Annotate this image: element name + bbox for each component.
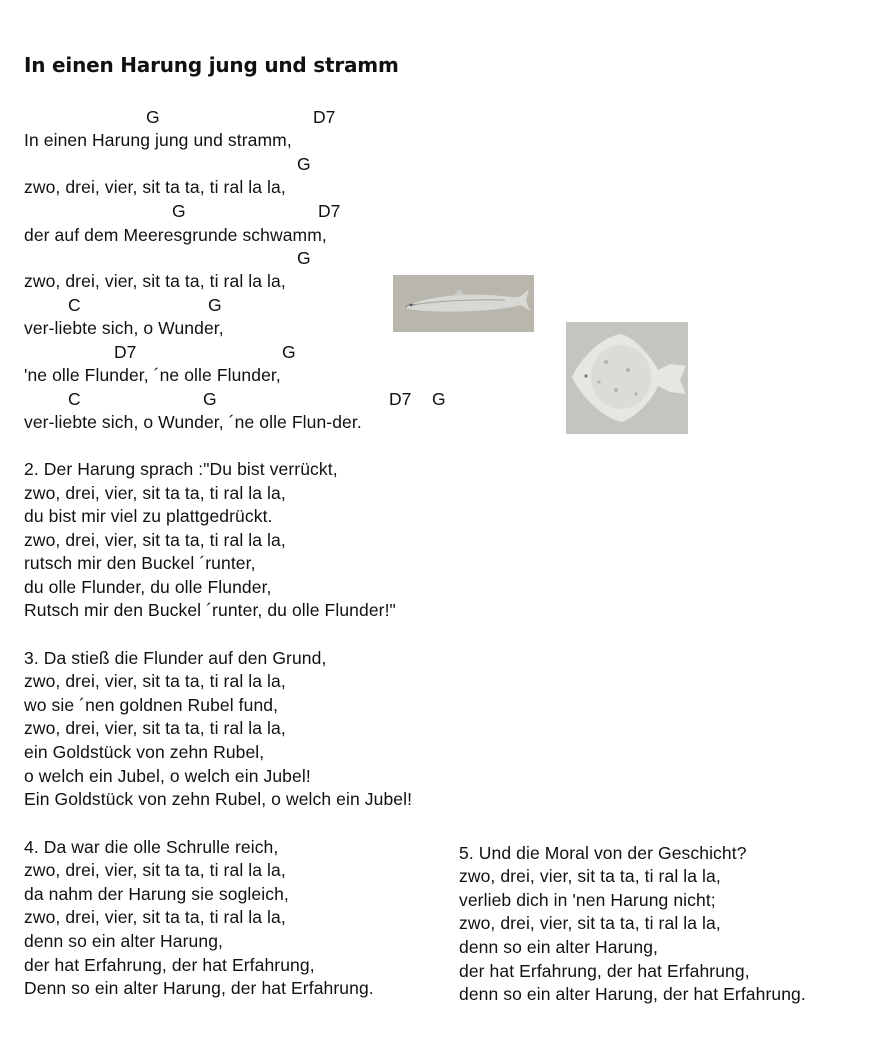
- lyric-line: zwo, drei, vier, sit ta ta, ti ral la la,: [24, 907, 286, 927]
- chord: G: [297, 248, 311, 268]
- lyric-line: denn so ein alter Harung, der hat Erfahrung.: [459, 984, 806, 1004]
- herring-image: [393, 275, 534, 332]
- lyric-line: o welch ein Jubel, o welch ein Jubel!: [24, 766, 311, 786]
- lyric-line: zwo, drei, vier, sit ta ta, ti ral la la,: [24, 177, 286, 197]
- chord: C: [68, 389, 81, 409]
- lyric-line: der hat Erfahrung, der hat Erfahrung,: [459, 961, 750, 981]
- chord: G: [172, 201, 186, 221]
- lyric-line: zwo, drei, vier, sit ta ta, ti ral la la,: [459, 913, 721, 933]
- lyric-line: verlieb dich in 'nen Harung nicht;: [459, 890, 716, 910]
- lyric-line: In einen Harung jung und stramm,: [24, 130, 292, 150]
- lyric-line: 4. Da war die olle Schrulle reich,: [24, 837, 279, 857]
- chord: G: [432, 389, 446, 409]
- lyric-line: Rutsch mir den Buckel ´runter, du olle Flunder!": [24, 600, 396, 620]
- lyric-line: wo sie ´nen goldnen Rubel fund,: [24, 695, 279, 715]
- lyric-line: 'ne olle Flunder, ´ne olle Flunder,: [24, 365, 281, 385]
- lyric-line: zwo, drei, vier, sit ta ta, ti ral la la,: [24, 483, 286, 503]
- chord: D7: [114, 342, 137, 362]
- lyric-line: du bist mir viel zu plattgedrückt.: [24, 506, 273, 526]
- lyric-line: da nahm der Harung sie sogleich,: [24, 884, 289, 904]
- lyric-line: du olle Flunder, du olle Flunder,: [24, 577, 272, 597]
- song-title: In einen Harung jung und stramm: [24, 53, 399, 77]
- lyric-line: ver-liebte sich, o Wunder,: [24, 318, 224, 338]
- lyric-line: Denn so ein alter Harung, der hat Erfahrung.: [24, 978, 374, 998]
- lyric-line: zwo, drei, vier, sit ta ta, ti ral la la,: [24, 530, 286, 550]
- lyric-line: der auf dem Meeresgrunde schwamm,: [24, 225, 327, 245]
- lyric-line: der hat Erfahrung, der hat Erfahrung,: [24, 955, 315, 975]
- lyric-line: zwo, drei, vier, sit ta ta, ti ral la la,: [24, 271, 286, 291]
- lyric-line: 3. Da stieß die Flunder auf den Grund,: [24, 648, 327, 668]
- lyric-line: denn so ein alter Harung,: [24, 931, 224, 951]
- lyric-line: zwo, drei, vier, sit ta ta, ti ral la la,: [459, 866, 721, 886]
- chord: D7: [318, 201, 341, 221]
- lyric-line: 5. Und die Moral von der Geschicht?: [459, 843, 747, 863]
- lyric-line: 2. Der Harung sprach :"Du bist verrückt,: [24, 459, 338, 479]
- chord: D7: [389, 389, 412, 409]
- lyric-line: Ein Goldstück von zehn Rubel, o welch ein Jubel!: [24, 789, 413, 809]
- lyric-line: rutsch mir den Buckel ´runter,: [24, 553, 256, 573]
- chord: G: [203, 389, 217, 409]
- lyric-line: zwo, drei, vier, sit ta ta, ti ral la la,: [24, 671, 286, 691]
- chord: G: [282, 342, 296, 362]
- chord: C: [68, 295, 81, 315]
- chord: G: [208, 295, 222, 315]
- lyric-line: zwo, drei, vier, sit ta ta, ti ral la la,: [24, 860, 286, 880]
- chord: D7: [313, 107, 336, 127]
- chord: G: [297, 154, 311, 174]
- lyric-line: ver-liebte sich, o Wunder, ´ne olle Flun-der.: [24, 412, 362, 432]
- lyric-line: zwo, drei, vier, sit ta ta, ti ral la la,: [24, 718, 286, 738]
- chord: G: [146, 107, 160, 127]
- lyric-line: ein Goldstück von zehn Rubel,: [24, 742, 265, 762]
- flounder-image: [566, 322, 688, 434]
- lyric-line: denn so ein alter Harung,: [459, 937, 659, 957]
